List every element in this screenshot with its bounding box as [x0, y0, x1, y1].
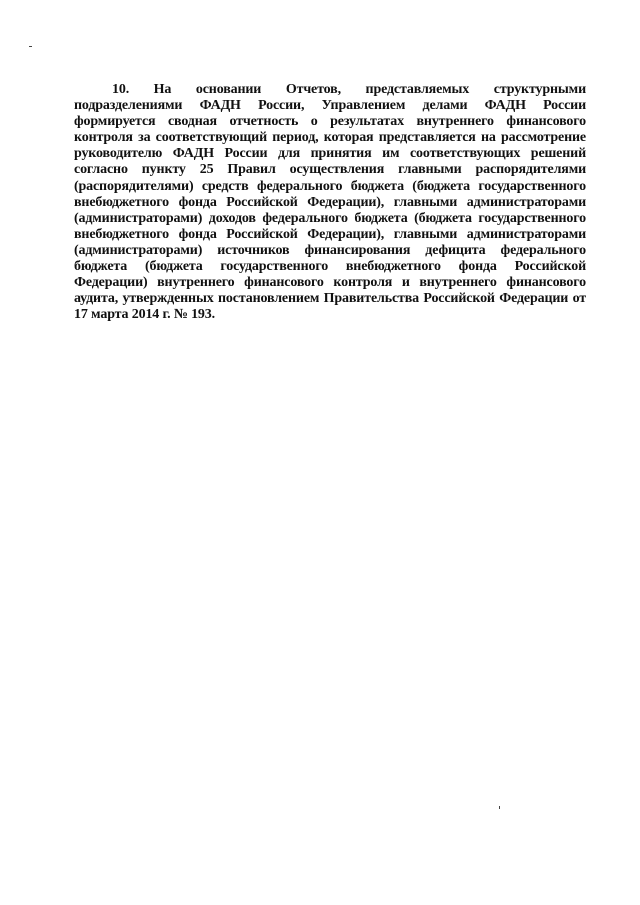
document-paragraph-10: 10. На основании Отчетов, представляемых структурными подразделениями ФАДН России, Управлением делами ФАДН России формируется сводная отчетность о результатах внутреннего финансового контроля за соответствующий период, которая представляется на рассмотрение руководителю ФАДН России для принятия им соответствующих решений согласно пункту 25 Правил осуществления главными распорядителями (распорядителями) средств федерального бюджета (бюджета государственного внебюджетного фонда Российской Федерации), главными администраторами (администраторами) доходов федерального бюджета (бюджета государственного внебюджетного фонда Российской Федерации), главными администраторами (администраторами) источников финансирования дефицита федерального бюджета (бюджета государственного внебюджетного фонда Российской Федерации) внутреннего финансового контроля и внутреннего финансового аудита, утвержденных постановлением Правительства Российской Федерации от 17 марта 2014 г. № 193.	[74, 82, 586, 323]
scan-artifact-mark	[499, 806, 500, 809]
scan-artifact-mark	[29, 46, 32, 47]
